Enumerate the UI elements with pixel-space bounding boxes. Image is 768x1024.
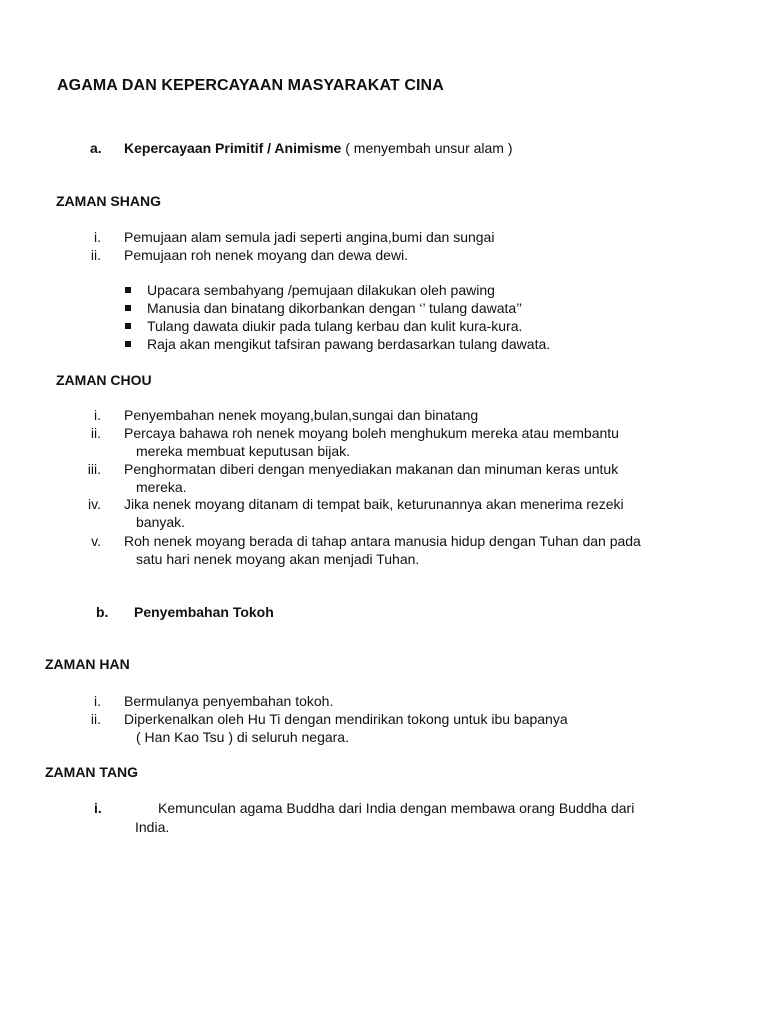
- zaman-shang-heading: ZAMAN SHANG: [56, 193, 161, 209]
- chou-item-4-line2: banyak.: [136, 514, 186, 530]
- shang-item-2-text: Pemujaan roh nenek moyang dan dewa dewi.: [124, 247, 409, 263]
- chou-item-4-line1: Jika nenek moyang ditanam di tempat baik, keturunannya akan menerima rezeki: [124, 496, 624, 512]
- chou-item-3-line1: Penghormatan diberi dengan menyediakan makanan dan minuman keras untuk: [124, 461, 619, 477]
- shang-bullet-2: Manusia dan binatang dikorbankan dengan ‘’ tulang dawata’’: [147, 300, 523, 316]
- section-a-note: ( menyembah unsur alam ): [345, 140, 513, 156]
- shang-bullet-1: Upacara sembahyang /pemujaan dilakukan oleh pawing: [147, 282, 495, 298]
- page-title: AGAMA DAN KEPERCAYAAN MASYARAKAT CINA: [57, 77, 444, 94]
- zaman-han-heading: ZAMAN HAN: [45, 656, 130, 672]
- bullet-icon: [125, 287, 131, 293]
- chou-item-1-text: Penyembahan nenek moyang,bulan,sungai dan binatang: [124, 407, 479, 423]
- zaman-chou-heading: ZAMAN CHOU: [56, 372, 152, 388]
- tang-item-1-line1: Kemunculan agama Buddha dari India dengan membawa orang Buddha dari: [158, 800, 635, 816]
- chou-item-3-line2: mereka.: [136, 479, 187, 495]
- section-b-letter: b.: [96, 604, 109, 620]
- shang-item-1-num: i.: [94, 229, 101, 245]
- tang-item-1-num: i.: [94, 800, 102, 816]
- han-item-1-num: i.: [94, 693, 101, 709]
- section-b-heading: Penyembahan Tokoh: [134, 604, 274, 620]
- chou-item-2-line1: Percaya bahawa roh nenek moyang boleh menghukum mereka atau membantu: [124, 425, 619, 441]
- section-a-heading-line: [124, 140, 513, 156]
- han-item-1-text: Bermulanya penyembahan tokoh.: [124, 693, 334, 709]
- chou-item-5-line1: Roh nenek moyang berada di tahap antara manusia hidup dengan Tuhan dan pada: [124, 533, 641, 549]
- bullet-icon: [125, 323, 131, 329]
- shang-item-2-num: ii.: [90, 247, 101, 263]
- bullet-icon: [125, 341, 131, 347]
- han-item-2-num: ii.: [90, 711, 101, 727]
- shang-bullet-3: Tulang dawata diukir pada tulang kerbau dan kulit kura-kura.: [147, 318, 523, 334]
- han-item-2-line2: ( Han Kao Tsu ) di seluruh negara.: [136, 729, 349, 745]
- tang-item-1-line2: India.: [135, 819, 170, 835]
- shang-bullet-4: Raja akan mengikut tafsiran pawang berdasarkan tulang dawata.: [147, 336, 551, 352]
- section-a-heading: Kepercayaan Primitif / Animisme: [124, 140, 342, 156]
- bullet-icon: [125, 305, 131, 311]
- chou-item-5-num: v.: [91, 533, 101, 549]
- chou-item-2-num: ii.: [90, 425, 101, 441]
- chou-item-4-num: iv.: [88, 496, 101, 512]
- zaman-tang-heading: ZAMAN TANG: [45, 764, 139, 780]
- chou-item-2-line2: mereka membuat keputusan bijak.: [136, 443, 350, 459]
- chou-item-1-num: i.: [94, 407, 101, 423]
- section-a-letter: a.: [90, 140, 102, 156]
- han-item-2-line1: Diperkenalkan oleh Hu Ti dengan mendirikan tokong untuk ibu bapanya: [124, 711, 568, 727]
- chou-item-3-num: iii.: [87, 461, 101, 477]
- chou-item-5-line2: satu hari nenek moyang akan menjadi Tuhan.: [136, 551, 420, 567]
- shang-item-1-text: Pemujaan alam semula jadi seperti angina,bumi dan sungai: [124, 229, 495, 245]
